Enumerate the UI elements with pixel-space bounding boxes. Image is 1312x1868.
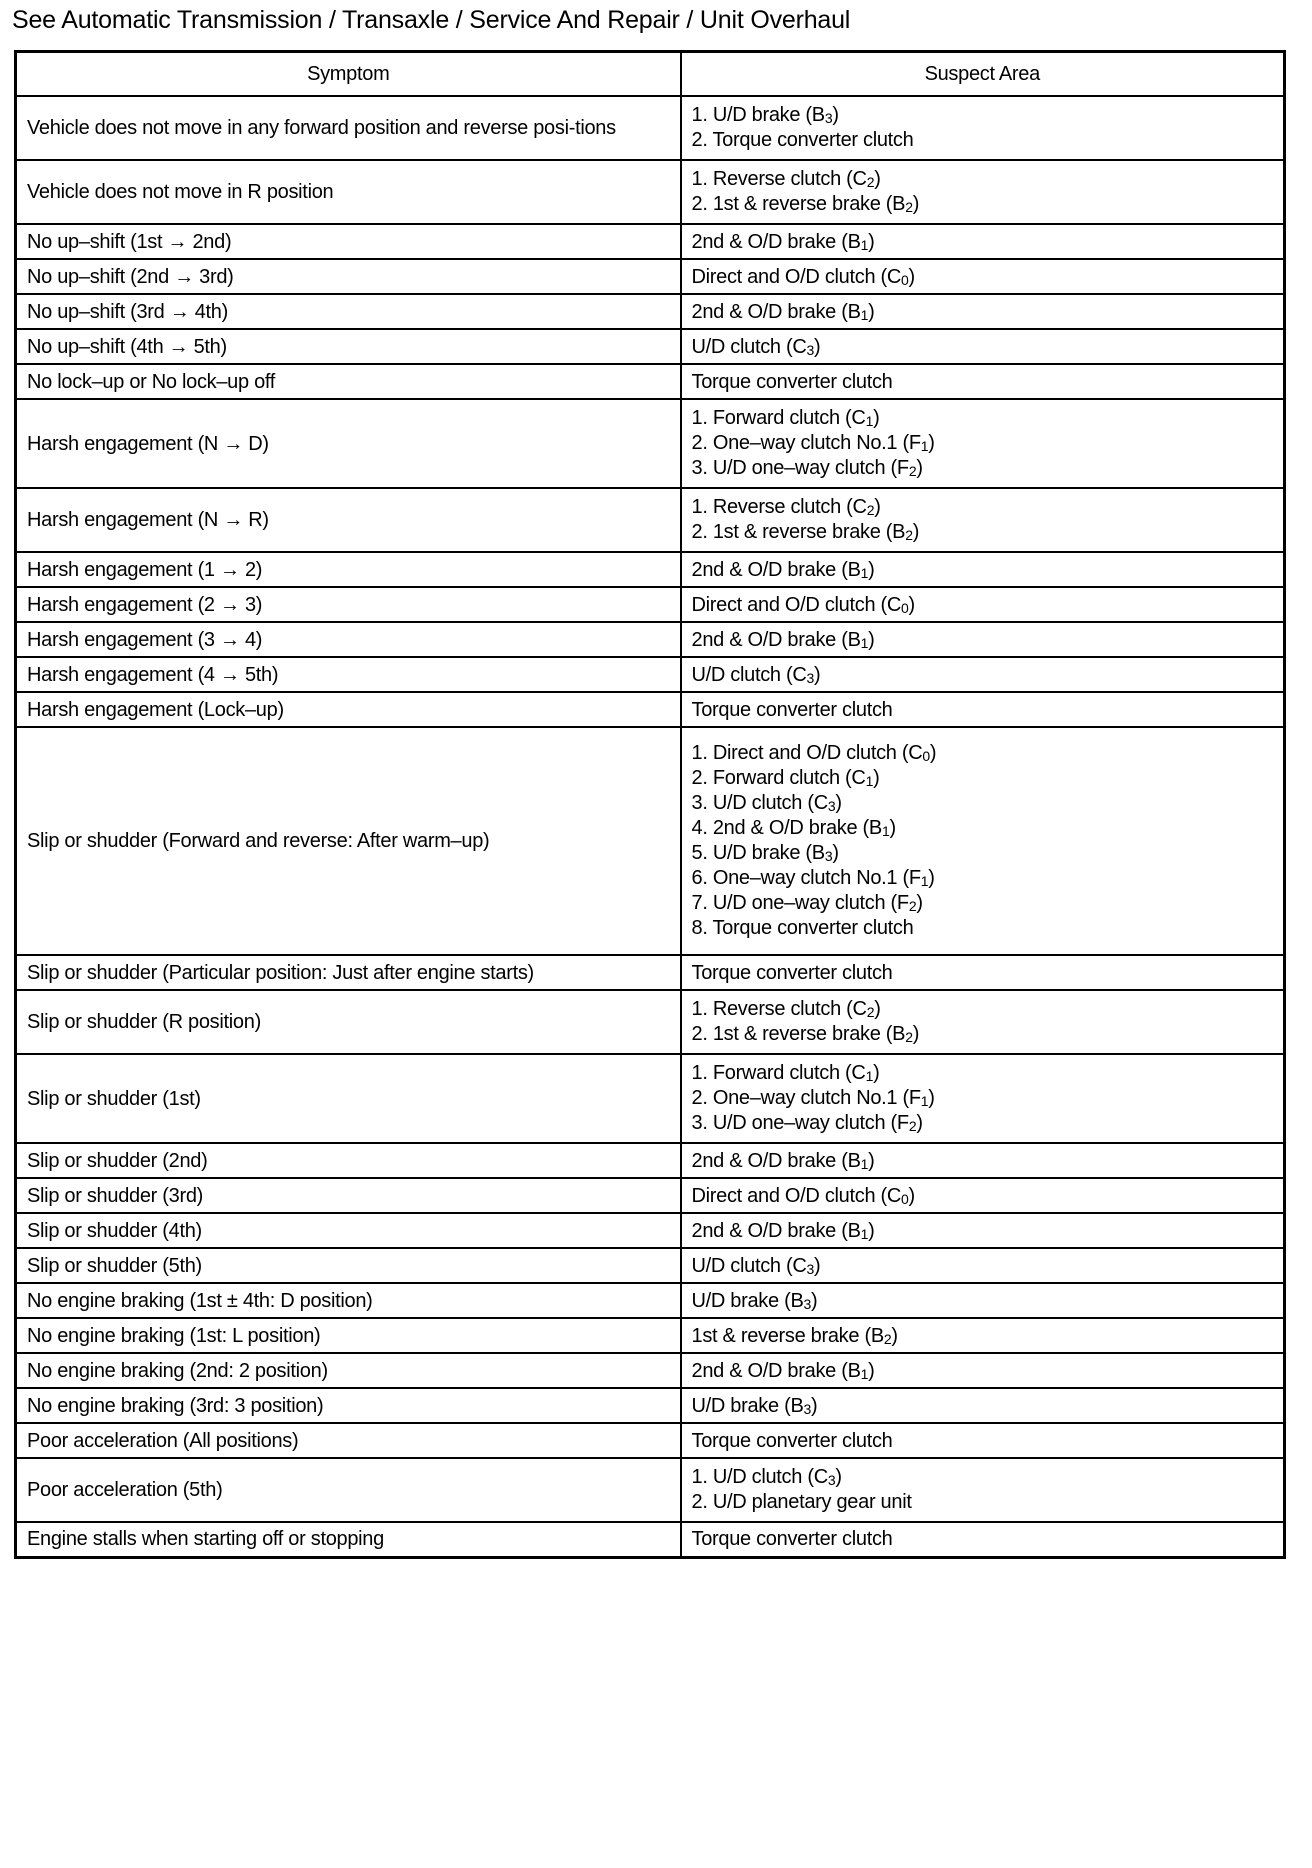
table-row [16, 1143, 1285, 1178]
suspect-area-cell [681, 259, 1285, 294]
component-subscript: 1 [920, 438, 929, 454]
suspect-area-cell [681, 1423, 1285, 1458]
component-subscript: 1 [860, 306, 869, 323]
suspect-area-item [692, 1524, 1274, 1554]
suspect-area-cell [681, 1318, 1285, 1353]
suspect-area-text: Direct and O/D clutch (C [691, 265, 902, 288]
symptom-cell: Harsh engagement (2 → 3) [16, 587, 681, 622]
suspect-area-cell [681, 990, 1285, 1054]
suspect-area-suffix: ) [835, 792, 842, 814]
suspect-area-text: 2. Torque converter clutch [691, 129, 914, 151]
suspect-area-cell [681, 1213, 1285, 1248]
symptom-cell: Slip or shudder (Forward and reverse: After warm–up) [16, 727, 681, 955]
component-subscript: 1 [865, 413, 874, 429]
suspect-area-text: 3. U/D one–way clutch (F [691, 1112, 909, 1134]
suspect-area-item [692, 297, 1274, 327]
suspect-area-item [692, 128, 1274, 153]
suspect-area-cell [681, 160, 1285, 224]
suspect-area-suffix: ) [868, 230, 875, 253]
suspect-area-cell [681, 692, 1285, 727]
suspect-area-suffix: ) [835, 1466, 842, 1488]
suspect-area-item [692, 590, 1274, 620]
suspect-area-item [692, 1426, 1274, 1456]
suspect-area-suffix: ) [868, 300, 875, 323]
table-row [16, 259, 1285, 294]
component-subscript: 1 [860, 236, 869, 253]
symptom-cell: Slip or shudder (3rd) [16, 1178, 681, 1213]
suspect-area-text: 4. 2nd & O/D brake (B [691, 817, 882, 839]
suspect-area-item [692, 456, 1274, 481]
component-subscript: 2 [905, 199, 913, 215]
suspect-area-suffix: ) [874, 168, 881, 190]
table-row [16, 160, 1285, 224]
suspect-area-suffix: ) [874, 496, 881, 518]
suspect-area-item [692, 997, 1274, 1022]
suspect-area-item [692, 1391, 1274, 1421]
table-row [16, 587, 1285, 622]
suspect-area-cell [681, 1248, 1285, 1283]
table-row [16, 657, 1285, 692]
suspect-area-text: 2. Forward clutch (C [691, 767, 866, 789]
table-row [16, 990, 1285, 1054]
symptom-cell: No engine braking (1st: L position) [16, 1318, 681, 1353]
suspect-area-item [692, 1022, 1274, 1047]
component-subscript: 2 [866, 502, 875, 518]
suspect-area-text: 1. U/D clutch (C [691, 1466, 828, 1488]
table-body [16, 96, 1285, 1557]
suspect-area-item [692, 431, 1274, 456]
symptom-cell: Slip or shudder (4th) [16, 1213, 681, 1248]
suspect-area-item [692, 1286, 1274, 1316]
symptom-cell: No engine braking (1st ± 4th: D position) [16, 1283, 681, 1318]
suspect-area-item [692, 766, 1274, 791]
suspect-area-suffix: ) [811, 1289, 818, 1312]
table-row [16, 1423, 1285, 1458]
component-subscript: 3 [806, 1260, 815, 1277]
table-row [16, 622, 1285, 657]
symptom-cell: No engine braking (2nd: 2 position) [16, 1353, 681, 1388]
table-row [16, 1353, 1285, 1388]
table-row [16, 1318, 1285, 1353]
suspect-area-item [692, 367, 1274, 397]
suspect-area-item [692, 1111, 1274, 1136]
suspect-area-item [692, 1146, 1274, 1176]
suspect-area-cell [681, 552, 1285, 587]
suspect-area-text: U/D clutch (C [691, 1254, 807, 1277]
suspect-area-text: U/D brake (B [691, 1289, 804, 1312]
suspect-area-suffix: ) [928, 432, 935, 454]
suspect-area-item [692, 791, 1274, 816]
suspect-area-suffix: ) [928, 867, 935, 889]
suspect-area-text: Direct and O/D clutch (C [691, 593, 902, 616]
suspect-area-item [692, 1086, 1274, 1111]
component-subscript: 1 [920, 873, 929, 889]
suspect-area-text: 5. U/D brake (B [691, 842, 825, 864]
suspect-area-text: 1st & reverse brake (B [691, 1324, 884, 1347]
suspect-area-item [692, 555, 1274, 585]
symptom-cell: Slip or shudder (5th) [16, 1248, 681, 1283]
suspect-area-column-header: Suspect Area [681, 52, 1285, 97]
suspect-area-suffix: ) [916, 892, 923, 914]
suspect-area-cell [681, 294, 1285, 329]
symptom-cell: Slip or shudder (1st) [16, 1054, 681, 1143]
suspect-area-cell [681, 1143, 1285, 1178]
symptom-cell: Harsh engagement (N → R) [16, 488, 681, 552]
suspect-area-text: 2nd & O/D brake (B [691, 628, 861, 651]
component-subscript: 3 [824, 110, 833, 126]
table-row [16, 1178, 1285, 1213]
suspect-area-suffix: ) [916, 457, 923, 479]
suspect-area-item [692, 332, 1274, 362]
suspect-area-suffix: ) [908, 265, 915, 288]
suspect-area-text: Torque converter clutch [691, 1528, 893, 1551]
table-row [16, 1388, 1285, 1423]
symptom-cell: No engine braking (3rd: 3 position) [16, 1388, 681, 1423]
table-row [16, 329, 1285, 364]
symptom-cell: No up–shift (3rd → 4th) [16, 294, 681, 329]
suspect-area-item [692, 1251, 1274, 1281]
suspect-area-text: 1. Direct and O/D clutch (C [691, 742, 923, 764]
table-row [16, 96, 1285, 160]
suspect-area-item [692, 1356, 1274, 1386]
suspect-area-suffix: ) [868, 1219, 875, 1242]
suspect-area-item [692, 1465, 1274, 1490]
table-row [16, 1522, 1285, 1557]
suspect-area-cell [681, 1388, 1285, 1423]
suspect-area-item [692, 1321, 1274, 1351]
suspect-area-text: 2. One–way clutch No.1 (F [691, 432, 921, 454]
suspect-area-suffix: ) [873, 1062, 880, 1084]
suspect-area-text: U/D brake (B [691, 1394, 804, 1417]
symptom-cell: Poor acceleration (All positions) [16, 1423, 681, 1458]
suspect-area-cell [681, 1353, 1285, 1388]
suspect-area-cell [681, 488, 1285, 552]
suspect-area-item [692, 891, 1274, 916]
component-subscript: 2 [905, 527, 913, 543]
component-subscript: 2 [908, 1118, 917, 1134]
suspect-area-item [692, 495, 1274, 520]
suspect-area-text: 2. One–way clutch No.1 (F [691, 1087, 921, 1109]
component-subscript: 0 [901, 1190, 909, 1207]
table-row [16, 399, 1285, 488]
suspect-area-item [692, 1490, 1274, 1515]
suspect-area-item [692, 958, 1274, 988]
component-subscript: 3 [824, 848, 833, 864]
component-subscript: 2 [883, 1330, 892, 1347]
suspect-area-cell [681, 399, 1285, 488]
component-subscript: 0 [901, 271, 909, 288]
component-subscript: 2 [908, 463, 917, 479]
symptom-cell: Slip or shudder (R position) [16, 990, 681, 1054]
suspect-area-item [692, 103, 1274, 128]
page-title: See Automatic Transmission / Transaxle / Service And Repair / Unit Overhaul [12, 6, 851, 34]
suspect-area-text: 1. Forward clutch (C [691, 407, 866, 429]
symptom-cell: Harsh engagement (4 → 5th) [16, 657, 681, 692]
suspect-area-item [692, 227, 1274, 257]
suspect-area-item [692, 660, 1274, 690]
table-row [16, 1248, 1285, 1283]
diagnosis-table [14, 50, 1286, 1559]
suspect-area-item [692, 695, 1274, 725]
suspect-area-item [692, 625, 1274, 655]
suspect-area-text: Torque converter clutch [691, 698, 893, 721]
table-row [16, 1283, 1285, 1318]
symptom-cell: Engine stalls when starting off or stopping [16, 1522, 681, 1557]
suspect-area-suffix: ) [889, 817, 896, 839]
component-subscript: 3 [806, 669, 815, 686]
component-subscript: 3 [803, 1400, 811, 1417]
symptom-cell: Harsh engagement (N → D) [16, 399, 681, 488]
suspect-area-cell [681, 587, 1285, 622]
suspect-area-text: Direct and O/D clutch (C [691, 1184, 902, 1207]
suspect-area-suffix: ) [874, 998, 881, 1020]
suspect-area-cell [681, 96, 1285, 160]
table-row [16, 224, 1285, 259]
suspect-area-cell [681, 1054, 1285, 1143]
suspect-area-suffix: ) [873, 767, 880, 789]
symptom-cell: No up–shift (2nd → 3rd) [16, 259, 681, 294]
component-subscript: 0 [922, 748, 930, 764]
suspect-area-text: Torque converter clutch [691, 370, 893, 393]
component-subscript: 2 [905, 1029, 913, 1045]
table-row [16, 1213, 1285, 1248]
table-row [16, 364, 1285, 399]
component-subscript: 3 [827, 798, 836, 814]
component-subscript: 0 [901, 599, 909, 616]
table-row [16, 1054, 1285, 1143]
suspect-area-text: 1. Forward clutch (C [691, 1062, 866, 1084]
suspect-area-text: 1. Reverse clutch (C [691, 168, 867, 190]
symptom-cell: Slip or shudder (2nd) [16, 1143, 681, 1178]
component-subscript: 2 [908, 898, 917, 914]
suspect-area-item [692, 1061, 1274, 1086]
symptom-cell: Vehicle does not move in any forward position and reverse posi-tions [16, 96, 681, 160]
suspect-area-suffix: ) [814, 1254, 821, 1277]
suspect-area-item [692, 167, 1274, 192]
suspect-area-item [692, 741, 1274, 766]
table-row [16, 955, 1285, 990]
suspect-area-suffix: ) [873, 407, 880, 429]
suspect-area-cell [681, 1283, 1285, 1318]
component-subscript: 1 [860, 1365, 869, 1382]
table-row [16, 727, 1285, 955]
suspect-area-item [692, 1181, 1274, 1211]
component-subscript: 1 [881, 823, 890, 839]
component-subscript: 2 [866, 174, 875, 190]
suspect-area-text: U/D clutch (C [691, 663, 807, 686]
component-subscript: 1 [865, 773, 874, 789]
symptom-cell: Harsh engagement (3 → 4) [16, 622, 681, 657]
component-subscript: 3 [803, 1295, 811, 1312]
table-header-row [16, 52, 1285, 97]
suspect-area-cell [681, 329, 1285, 364]
suspect-area-text: 3. U/D clutch (C [691, 792, 828, 814]
suspect-area-text: 3. U/D one–way clutch (F [691, 457, 909, 479]
table-row [16, 692, 1285, 727]
suspect-area-suffix: ) [929, 742, 937, 764]
symptom-cell: No up–shift (1st → 2nd) [16, 224, 681, 259]
suspect-area-cell [681, 364, 1285, 399]
suspect-area-suffix: ) [814, 663, 821, 686]
suspect-area-suffix: ) [814, 335, 821, 358]
suspect-area-text: Torque converter clutch [691, 1429, 893, 1452]
suspect-area-item [692, 520, 1274, 545]
suspect-area-item [692, 916, 1274, 941]
symptom-cell: Vehicle does not move in R position [16, 160, 681, 224]
suspect-area-suffix: ) [908, 593, 915, 616]
table-row [16, 294, 1285, 329]
symptom-cell: No up–shift (4th → 5th) [16, 329, 681, 364]
symptom-cell: Harsh engagement (Lock–up) [16, 692, 681, 727]
suspect-area-cell [681, 955, 1285, 990]
suspect-area-cell [681, 657, 1285, 692]
suspect-area-suffix: ) [912, 193, 920, 215]
suspect-area-suffix: ) [868, 1149, 875, 1172]
suspect-area-text: 2. 1st & reverse brake (B [691, 521, 906, 543]
table-row [16, 1458, 1285, 1522]
component-subscript: 1 [860, 564, 869, 581]
component-subscript: 1 [860, 1155, 869, 1172]
suspect-area-cell [681, 224, 1285, 259]
suspect-area-item [692, 866, 1274, 891]
suspect-area-text: 2nd & O/D brake (B [691, 558, 861, 581]
component-subscript: 3 [806, 341, 815, 358]
suspect-area-text: 2. U/D planetary gear unit [691, 1491, 912, 1513]
suspect-area-text: 2nd & O/D brake (B [691, 1219, 861, 1242]
suspect-area-suffix: ) [868, 628, 875, 651]
suspect-area-suffix: ) [832, 104, 839, 126]
suspect-area-text: 2nd & O/D brake (B [691, 300, 861, 323]
suspect-area-text: 2nd & O/D brake (B [691, 230, 861, 253]
suspect-area-suffix: ) [868, 1359, 875, 1382]
suspect-area-text: 2nd & O/D brake (B [691, 1359, 861, 1382]
suspect-area-item [692, 816, 1274, 841]
table-row [16, 488, 1285, 552]
suspect-area-text: U/D clutch (C [691, 335, 807, 358]
suspect-area-cell [681, 1458, 1285, 1522]
suspect-area-cell [681, 727, 1285, 955]
suspect-area-suffix: ) [891, 1324, 898, 1347]
component-subscript: 1 [865, 1068, 874, 1084]
suspect-area-text: 6. One–way clutch No.1 (F [691, 867, 921, 889]
symptom-cell: Poor acceleration (5th) [16, 1458, 681, 1522]
suspect-area-text: 1. U/D brake (B [691, 104, 825, 126]
symptom-cell: No lock–up or No lock–up off [16, 364, 681, 399]
symptom-cell: Slip or shudder (Particular position: Just after engine starts) [16, 955, 681, 990]
suspect-area-suffix: ) [811, 1394, 818, 1417]
symptom-cell: Harsh engagement (1 → 2) [16, 552, 681, 587]
component-subscript: 1 [860, 634, 869, 651]
suspect-area-suffix: ) [832, 842, 839, 864]
suspect-area-item [692, 841, 1274, 866]
suspect-area-cell [681, 1522, 1285, 1557]
suspect-area-cell [681, 1178, 1285, 1213]
suspect-area-suffix: ) [868, 558, 875, 581]
suspect-area-text: 8. Torque converter clutch [691, 917, 914, 939]
suspect-area-suffix: ) [928, 1087, 935, 1109]
component-subscript: 2 [866, 1004, 875, 1020]
suspect-area-item [692, 262, 1274, 292]
suspect-area-text: Torque converter clutch [691, 961, 893, 984]
suspect-area-text: 2nd & O/D brake (B [691, 1149, 861, 1172]
suspect-area-suffix: ) [916, 1112, 923, 1134]
suspect-area-item [692, 1216, 1274, 1246]
component-subscript: 1 [920, 1093, 929, 1109]
symptom-column-header: Symptom [16, 52, 681, 97]
suspect-area-cell [681, 622, 1285, 657]
suspect-area-text: 1. Reverse clutch (C [691, 998, 867, 1020]
suspect-area-text: 2. 1st & reverse brake (B [691, 193, 906, 215]
suspect-area-suffix: ) [912, 521, 920, 543]
suspect-area-suffix: ) [908, 1184, 915, 1207]
component-subscript: 1 [860, 1225, 869, 1242]
suspect-area-item [692, 406, 1274, 431]
suspect-area-text: 2. 1st & reverse brake (B [691, 1023, 906, 1045]
suspect-area-item [692, 192, 1274, 217]
suspect-area-suffix: ) [912, 1023, 920, 1045]
suspect-area-text: 7. U/D one–way clutch (F [691, 892, 909, 914]
suspect-area-text: 1. Reverse clutch (C [691, 496, 867, 518]
component-subscript: 3 [827, 1472, 836, 1488]
table-row [16, 552, 1285, 587]
